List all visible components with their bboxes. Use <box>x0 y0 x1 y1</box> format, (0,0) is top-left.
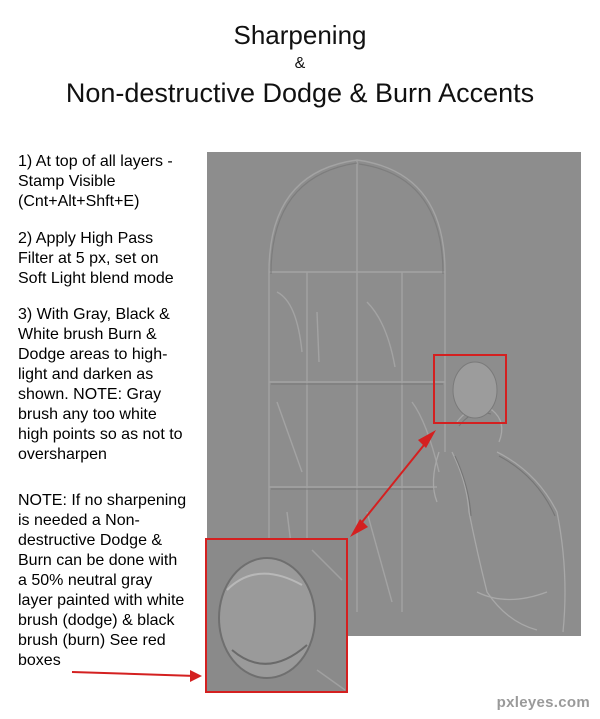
zoomed-detail-box <box>205 538 348 693</box>
step-3-text: 3) With Gray, Black & White brush Burn & Dodge areas to high- light and darken as shown. NOTE: Gray brush any too white high points so as not to oversharpen <box>18 306 183 463</box>
right-arrow-icon <box>72 670 202 682</box>
red-box-face <box>433 354 507 424</box>
note-text: NOTE: If no sharpening is needed a Non- destructive Dodge & Burn can be done with a 50% neutral gray layer painted with white brush (dodge) & black brush (burn) See red boxes <box>18 492 187 669</box>
page-subtitle: Non-destructive Dodge & Burn Accents <box>65 78 535 108</box>
title-ampersand: & <box>294 55 306 72</box>
watermark: pxleyes.com <box>496 694 590 711</box>
step-2-text: 2) Apply High Pass Filter at 5 px, set on Soft Light blend mode <box>18 230 174 287</box>
page-title: Sharpening <box>233 20 367 50</box>
step-1-text: 1) At top of all layers - Stamp Visible (Cnt+Alt+Shft+E) <box>18 153 173 210</box>
